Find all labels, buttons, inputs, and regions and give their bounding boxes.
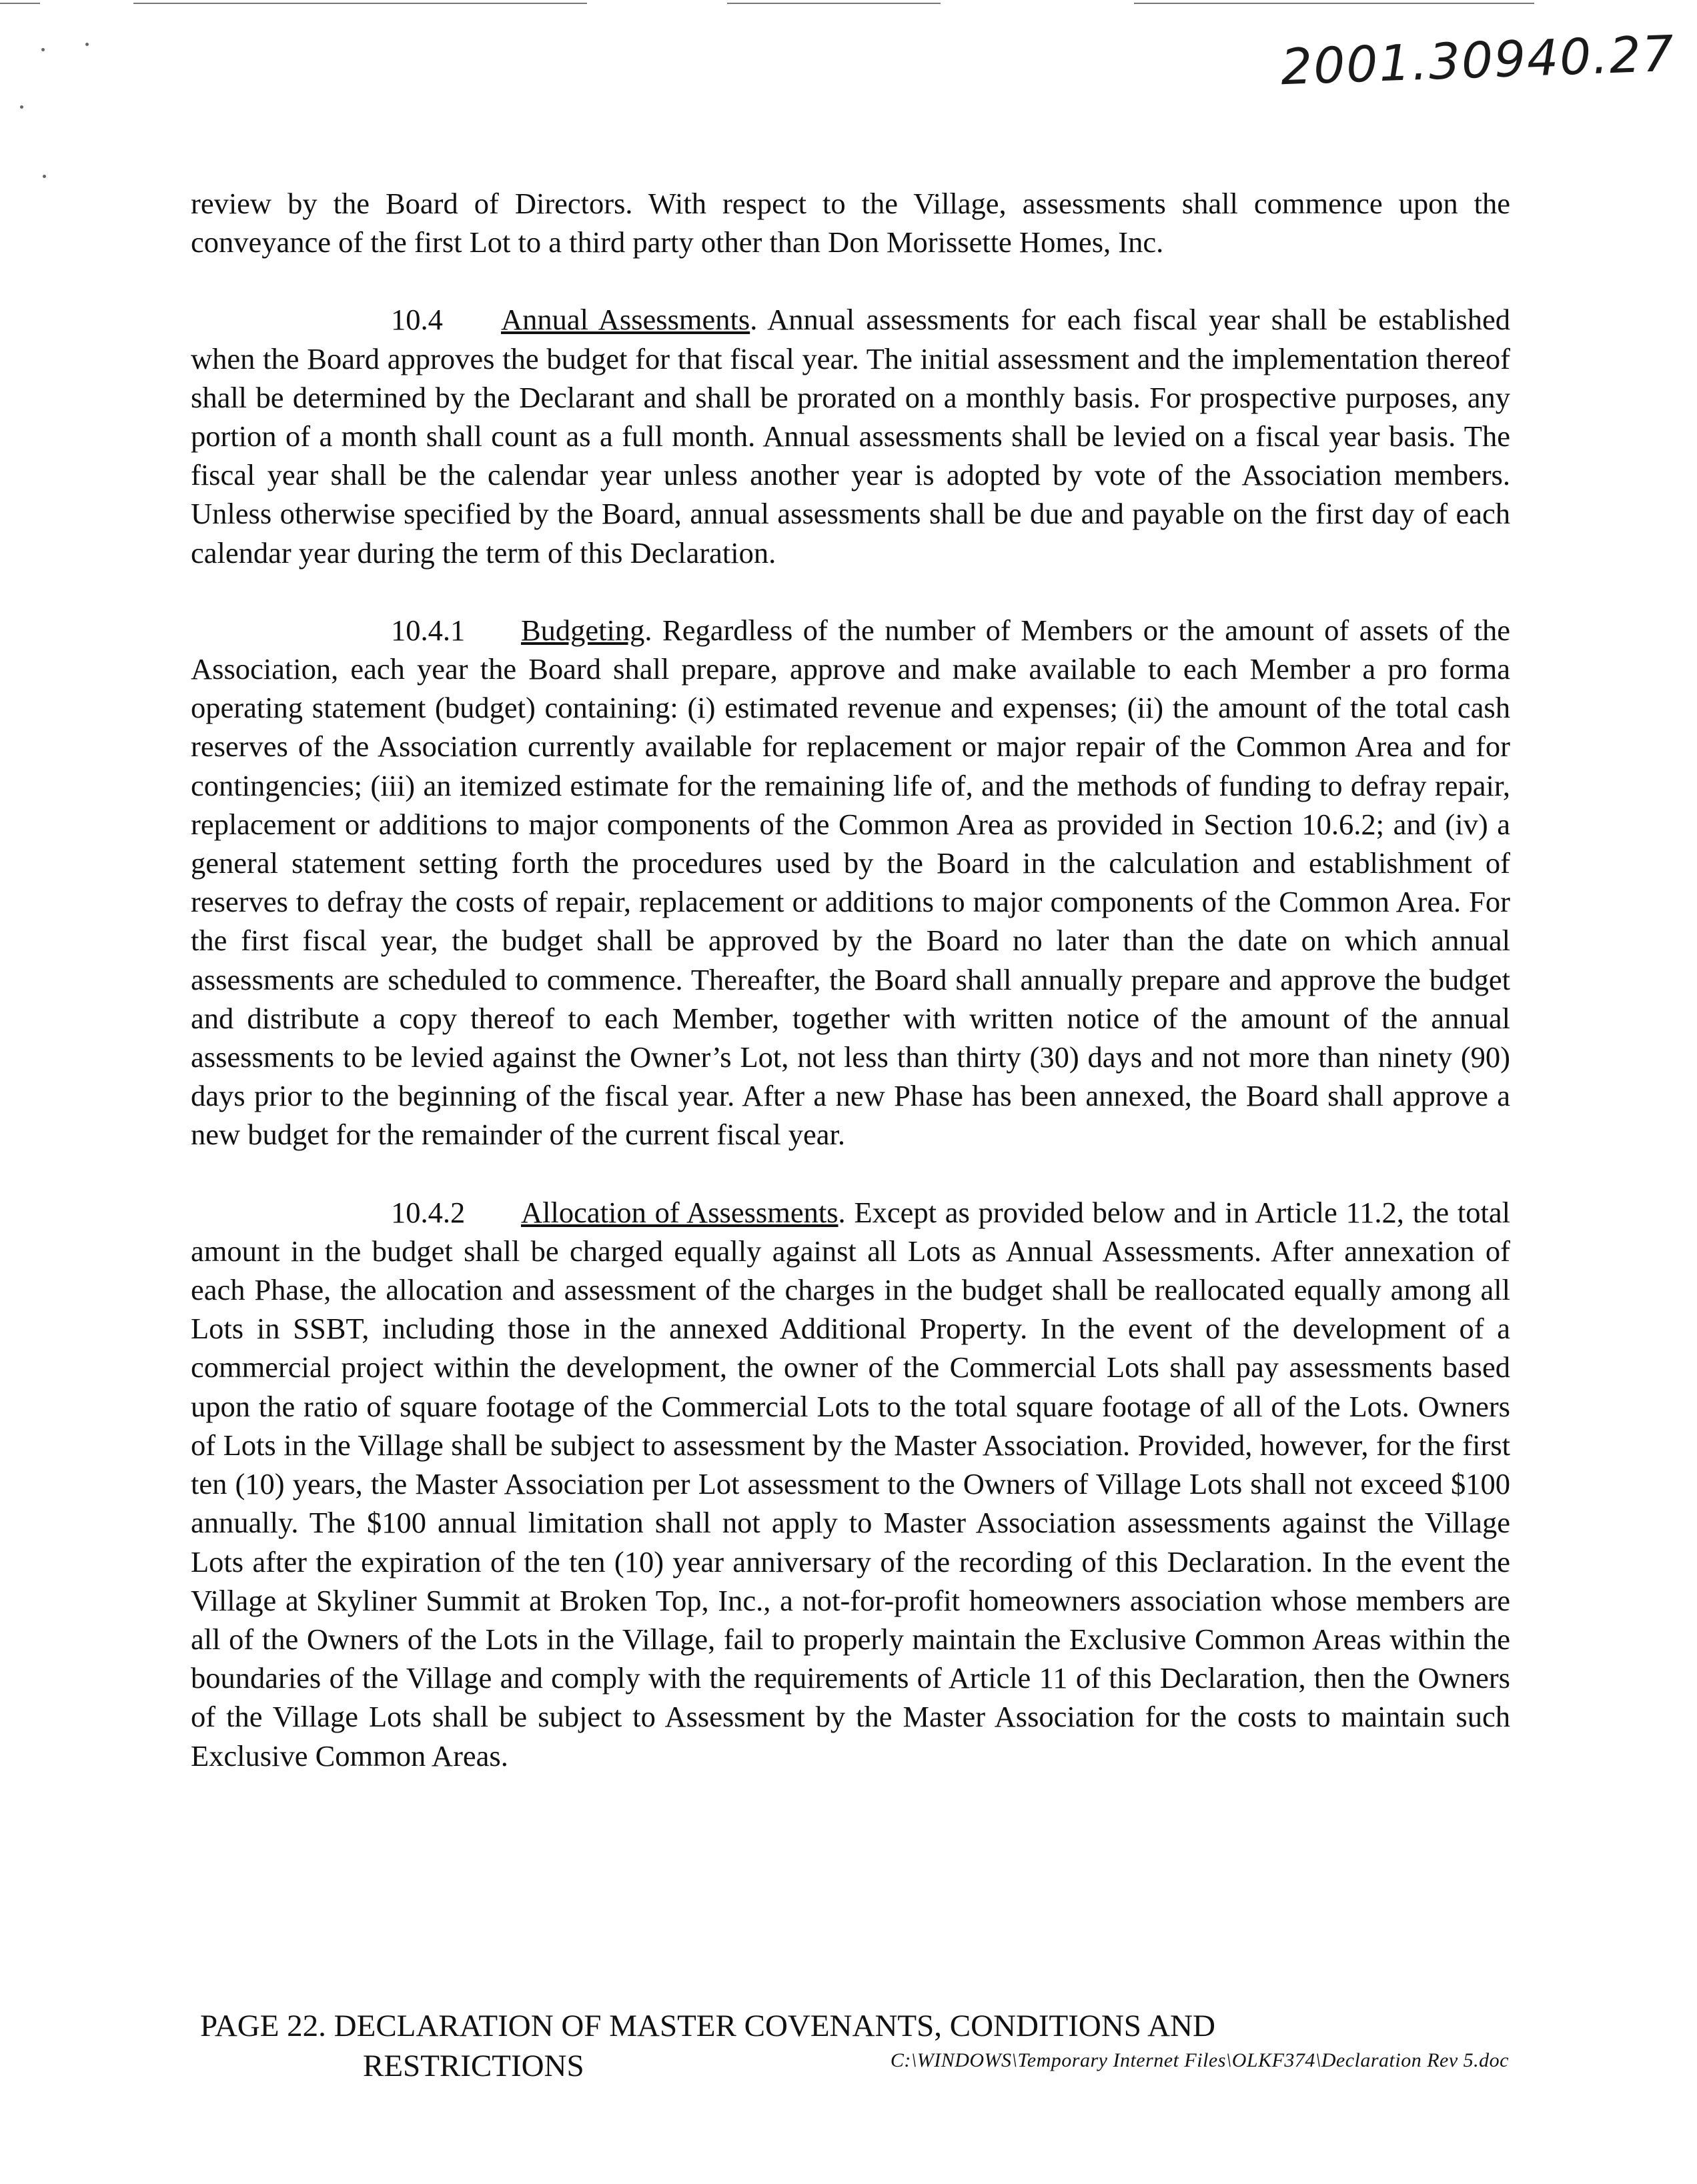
paragraph-text: . Except as provided below and in Article 11.2, the total amount in the budget shall be charged equally against all Lots as Annual Assessments. After annexation of each Phase, the allocation and assessment of the charges in the budget shall be reallocated equally among all Lots in SSBT, including those in the annexed Additional Property. In the event of the development of a commercial project within the development, the owner of the Commercial Lots shall pay assessments based upon the ratio of square footage of the Commercial Lots to the total square footage of all of the Lots. Owners of Lots in the Village shall be subject to assessment by the Master Association. Provided, however, for the first ten (10) years, the Master Association per Lot assessment to the Owners of Village Lots shall not exceed $100 annually. The $100 annual limitation shall not apply to Master Association assessments against the Village Lots after the expiration of the ten (10) year anniversary of the recording of this Declaration. In the event the Village at Skyliner Summit at Broken Top, Inc., a not-for-profit homeowners association whose members are all of the Owners of the Lots in the Village, fail to properly maintain the Exclusive Common Areas within the boundaries of the Village and comply with the requirements of Article 11 of this Declaration, then the Owners of the Village Lots shall be subject to Assessment by the Master Association for the costs to maintain such Exclusive Common Areas.: [191, 1195, 1510, 1773]
scan-artifact-line: [0, 3, 40, 4]
scan-artifact-dot: [20, 105, 23, 109]
section-heading: Annual Assessments: [501, 303, 750, 337]
footer-title-line1: PAGE 22. DECLARATION OF MASTER COVENANTS, CONDITIONS AND: [200, 2009, 1215, 2043]
scan-artifact-line: [133, 3, 587, 4]
paragraph-text: . Regardless of the number of Members or the amount of assets of the Association, each year the Board shall prepare, approve and make available to each Member a pro forma operating statement (budget) containing: (i) estimated revenue and expenses; (ii) the amount of the total cash reserves of the Association currently available for replacement or major repair of the Common Area and for contingencies; (iii) an itemized estimate for the remaining life of, and the methods of funding to defray repair, replacement or additions to major components of the Common Area as provided in Section 10.6.2; and (iv) a general statement setting forth the procedures used by the Board in the calculation and establishment of reserves to defray the costs of repair, replacement or additions to major components of the Common Area. For the first fiscal year, the budget shall be approved by the Board no later than the date on which annual assessments are scheduled to commence. Thereafter, the Board shall annually prepare and approve the budget and distribute a copy thereof to each Member, together with written notice of the amount of the annual assessments to be levied against the Owner’s Lot, not less than thirty (30) days and not more than ninety (90) days prior to the beginning of the fiscal year. After a new Phase has been annexed, the Board shall approve a new budget for the remainder of the current fiscal year.: [191, 613, 1510, 1152]
scan-artifact-dot: [41, 48, 45, 51]
paragraph-text: . Annual assessments for each fiscal year shall be established when the Board approves the budget for that fiscal year. The initial assessment and the implementation thereof shall be determined by the Declarant and shall be prorated on a monthly basis. For prospective purposes, any portion of a month shall count as a full month. Annual assessments shall be levied on a fiscal year basis. The fiscal year shall be the calendar year unless another year is adopted by vote of the Association members. Unless otherwise specified by the Board, annual assessments shall be due and payable on the first day of each calendar year during the term of this Declaration.: [191, 303, 1510, 570]
paragraph-10-4: [191, 300, 1510, 572]
section-number: 10.4.2: [391, 1195, 466, 1229]
paragraph-10-4-2: [191, 1193, 1510, 1775]
section-number: 10.4: [391, 303, 443, 337]
section-number: 10.4.1: [391, 613, 466, 647]
footer-title-line2: RESTRICTIONS: [363, 2049, 584, 2083]
section-heading: Allocation of Assessments: [521, 1195, 838, 1229]
section-heading: Budgeting: [521, 613, 645, 647]
footer-file-path: C:\WINDOWS\Temporary Internet Files\OLKF374\Declaration Rev 5.doc: [890, 2049, 1509, 2071]
paragraph-text: review by the Board of Directors. With respect to the Village, assessments shall commence upon the conveyance of the first Lot to a third party other than Don Morissette Homes, Inc.: [191, 187, 1510, 259]
paragraph-10-4-1: [191, 611, 1510, 1154]
scan-artifact-dot: [43, 175, 46, 178]
document-body: [191, 184, 1510, 1814]
scan-artifact-dot: [85, 43, 89, 46]
footer-title-line2-row: [200, 2046, 1521, 2086]
paragraph-continuation: [191, 184, 1510, 261]
page-footer: [200, 2006, 1521, 2086]
scan-artifact-line: [727, 3, 941, 4]
scan-artifact-line: [1134, 3, 1534, 4]
recording-number: 2001.30940.27: [1279, 25, 1676, 97]
